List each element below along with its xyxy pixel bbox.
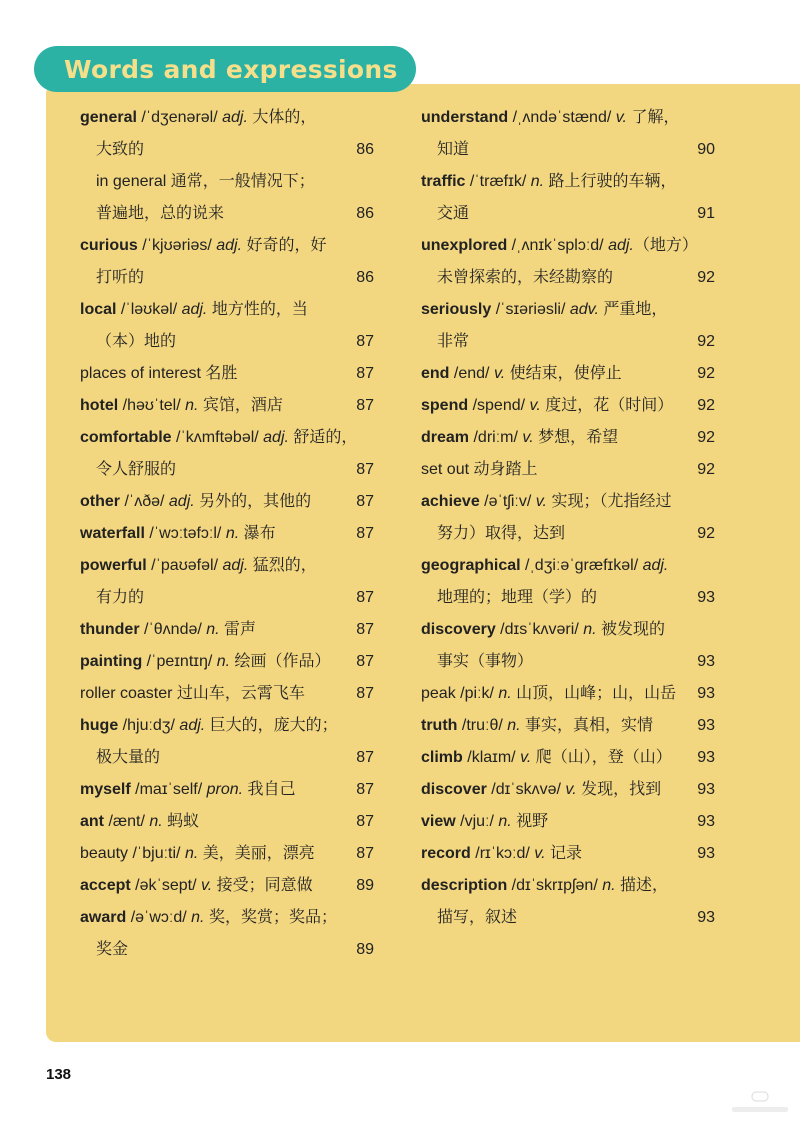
headword: end [421, 365, 450, 382]
phonetic: /ˌʌnɪkˈsplɔːd/ [507, 237, 609, 254]
page-ref: 93 [697, 717, 715, 734]
headword: huge [80, 717, 119, 734]
entry-text: 努力）取得，达到 [437, 525, 566, 542]
entry-line [80, 710, 376, 742]
entry-line [421, 710, 717, 742]
definition: 舒适的， [288, 429, 358, 446]
phonetic: /dɪˈskʌvə/ [486, 781, 566, 798]
headword: view [421, 813, 456, 830]
definition: 路上行驶的车辆， [544, 173, 677, 190]
entry-text: 知道 [437, 141, 470, 158]
headword: seriously [421, 301, 492, 318]
phonetic: /əkˈsept/ [130, 877, 201, 894]
headword: climb [421, 749, 463, 766]
entry-text: 描写，叙述 [437, 909, 518, 926]
page-ref: 86 [356, 141, 374, 158]
page-ref: 93 [697, 909, 715, 926]
entry-text: 非常 [437, 333, 470, 350]
definition: 实现；（尤指经过 [547, 493, 672, 510]
phonetic: /truːθ/ [457, 717, 508, 734]
vocabulary-column-left [80, 102, 376, 966]
section-title-tab [34, 46, 416, 92]
definition: 了解， [627, 109, 680, 126]
entry-line [80, 582, 376, 614]
part-of-speech: pron. [206, 781, 244, 798]
phonetic: /ˌdʒiːəˈɡræfɪkəl/ [520, 557, 643, 574]
page-number: 138 [46, 1066, 72, 1083]
entry-line [80, 902, 376, 934]
phonetic: /rɪˈkɔːd/ [470, 845, 535, 862]
definition: 美，美丽，漂亮 [198, 845, 315, 862]
entry-line [80, 550, 376, 582]
entry-line [421, 326, 717, 358]
phonetic: /həʊˈtel/ [118, 397, 186, 414]
phonetic: /hjuːdʒ/ [118, 717, 180, 734]
part-of-speech: v. [520, 749, 532, 766]
part-of-speech: v. [615, 109, 627, 126]
entry-text: peak /piːk/ [421, 685, 499, 702]
entry-line [421, 838, 717, 870]
entry-line [80, 230, 376, 262]
definition: 奖，奖赏；奖品； [204, 909, 337, 926]
entry-line [421, 294, 717, 326]
entry-text: in general 通常，一般情况下； [96, 173, 315, 190]
part-of-speech: v. [522, 429, 534, 446]
entry-line [421, 486, 717, 518]
page-ref: 92 [697, 365, 715, 382]
page-ref: 87 [356, 845, 374, 862]
entry-line [421, 198, 717, 230]
definition: 事实，真相，实情 [520, 717, 654, 734]
entry-line [80, 742, 376, 774]
phonetic: /ˈpaʊəfəl/ [146, 557, 223, 574]
entry-text: （本）地的 [96, 333, 177, 350]
phonetic: /end/ [449, 365, 494, 382]
part-of-speech: adj. [216, 237, 243, 254]
page-ref: 87 [356, 525, 374, 542]
headword: other [80, 493, 120, 510]
definition: 绘画（作品） [230, 653, 331, 670]
entry-text: roller coaster 过山车，云霄飞车 [80, 685, 305, 702]
page-ref: 87 [356, 621, 374, 638]
phonetic: /dɪsˈkʌvəri/ [495, 621, 584, 638]
page-ref: 90 [697, 141, 715, 158]
entry-text: 大致的 [96, 141, 145, 158]
page-ref: 92 [697, 333, 715, 350]
definition: 记录 [545, 845, 582, 862]
definition: 猛烈的， [248, 557, 317, 574]
entry-line [421, 582, 717, 614]
entry-text: places of interest 名胜 [80, 365, 238, 382]
phonetic: /vjuː/ [455, 813, 499, 830]
part-of-speech: n. [498, 685, 512, 702]
headword: local [80, 301, 117, 318]
entry-line [421, 230, 717, 262]
definition: 瀑布 [239, 525, 276, 542]
entry-line [421, 102, 717, 134]
definition: 梦想，希望 [533, 429, 619, 446]
phonetic: /ˈdʒenərəl/ [136, 109, 223, 126]
phonetic: /ˌʌndəˈstænd/ [508, 109, 616, 126]
headword: traffic [421, 173, 466, 190]
page-ref: 92 [697, 269, 715, 286]
entry-line [421, 678, 717, 710]
part-of-speech: n. [191, 909, 205, 926]
definition: 大体的， [247, 109, 317, 126]
definition: 蚂蚁 [162, 813, 200, 830]
entry-text: 打听的 [96, 269, 145, 286]
entry-line [421, 518, 717, 550]
page-ref: 92 [697, 397, 715, 414]
entry-line [421, 134, 717, 166]
entry-line [80, 518, 376, 550]
phonetic: /ˈʌðə/ [120, 493, 169, 510]
phonetic: /spend/ [468, 397, 530, 414]
entry-line [80, 678, 376, 710]
entry-line [80, 646, 376, 678]
part-of-speech: v. [493, 365, 506, 382]
page-ref: 87 [356, 397, 374, 414]
entry-text: 事实（事物） [437, 653, 534, 670]
entry-line [80, 806, 376, 838]
entry-text: 普遍地，总的说来 [96, 205, 225, 222]
headword: spend [421, 397, 469, 414]
part-of-speech: v. [200, 877, 213, 894]
watermark-logo [730, 1090, 790, 1116]
page-ref: 86 [356, 205, 374, 222]
page-ref: 93 [697, 749, 715, 766]
entry-line [421, 646, 717, 678]
part-of-speech: n. [507, 717, 521, 734]
page-ref: 87 [356, 749, 374, 766]
headword: achieve [421, 493, 480, 510]
phonetic: /ˈsɪəriəsli/ [491, 301, 570, 318]
definition: 另外的，其他的 [194, 493, 312, 510]
entry-line [421, 806, 717, 838]
entry-line [80, 774, 376, 806]
headword: discover [421, 781, 487, 798]
phonetic: /dɪˈskrɪpʃən/ [507, 877, 603, 894]
headword: record [421, 845, 471, 862]
page-ref: 87 [356, 781, 374, 798]
definition: 使结束，使停止 [505, 365, 622, 382]
part-of-speech: adj. [181, 301, 208, 318]
part-of-speech: v. [529, 397, 541, 414]
page-ref: 92 [697, 429, 715, 446]
part-of-speech: v. [534, 845, 546, 862]
headword: hotel [80, 397, 119, 414]
page-ref: 87 [356, 813, 374, 830]
page-ref: 87 [356, 365, 374, 382]
page-ref: 87 [356, 653, 374, 670]
definition: 地方性的，当 [207, 301, 308, 318]
phonetic: /klaɪm/ [462, 749, 521, 766]
definition: 我自己 [243, 781, 296, 798]
entry-text: 交通 [437, 205, 470, 222]
part-of-speech: adj. [263, 429, 289, 446]
entry-line [421, 262, 717, 294]
definition: 好奇的，好 [242, 237, 327, 254]
page-ref: 91 [697, 205, 715, 222]
part-of-speech: n. [206, 621, 220, 638]
entry-line [421, 774, 717, 806]
entry-line [80, 838, 376, 870]
page-ref: 92 [697, 461, 715, 478]
definition: 度过，花（时间） [540, 397, 674, 414]
phonetic: /ˈtræfɪk/ [465, 173, 531, 190]
phonetic: /ˈkʌmftəbəl/ [171, 429, 264, 446]
entry-text: set out 动身踏上 [421, 461, 538, 478]
headword: comfortable [80, 429, 172, 446]
part-of-speech: n. [216, 653, 231, 670]
definition: （地方） [633, 237, 698, 254]
page-ref: 87 [356, 589, 374, 606]
part-of-speech: n. [530, 173, 545, 190]
headword: curious [80, 237, 138, 254]
headword: unexplored [421, 237, 508, 254]
page-ref: 93 [697, 845, 715, 862]
vocabulary-column-right [421, 102, 717, 934]
part-of-speech: n. [498, 813, 512, 830]
definition: 爬（山），登（山） [531, 749, 672, 766]
page-ref: 87 [356, 461, 374, 478]
phonetic: /ænt/ [104, 813, 150, 830]
part-of-speech: n. [185, 397, 199, 414]
page-ref: 89 [356, 877, 374, 894]
definition: 宾馆，酒店 [198, 397, 283, 414]
entry-line [80, 326, 376, 358]
part-of-speech: n. [225, 525, 240, 542]
headword: discovery [421, 621, 496, 638]
page-ref: 93 [697, 589, 715, 606]
page-ref: 86 [356, 269, 374, 286]
entry-text: 未曾探索的，未经勘察的 [437, 269, 614, 286]
headword: painting [80, 653, 143, 670]
entry-line [80, 166, 376, 198]
definition: 接受；同意做 [212, 877, 313, 894]
part-of-speech: v. [565, 781, 577, 798]
entry-line [80, 294, 376, 326]
headword: award [80, 909, 127, 926]
entry-line [421, 550, 717, 582]
entry-line [80, 134, 376, 166]
entry-line [80, 870, 376, 902]
entry-line [80, 390, 376, 422]
entry-line [80, 486, 376, 518]
entry-line [80, 102, 376, 134]
definition: 巨大的，庞大的； [205, 717, 338, 734]
entry-line [421, 902, 717, 934]
page-ref: 93 [697, 653, 715, 670]
part-of-speech: n. [602, 877, 616, 894]
phonetic: /əˈtʃiːv/ [479, 493, 536, 510]
part-of-speech: n. [583, 621, 597, 638]
part-of-speech: adj. [222, 557, 249, 574]
part-of-speech: n. [149, 813, 163, 830]
headword: description [421, 877, 508, 894]
entry-line [421, 614, 717, 646]
entry-text: 奖金 [96, 941, 129, 958]
phonetic: /maɪˈself/ [130, 781, 207, 798]
definition: 山顶，山峰；山，山岳 [511, 685, 677, 702]
headword: understand [421, 109, 509, 126]
entry-line [421, 870, 717, 902]
phonetic: /ˈpeɪntɪŋ/ [142, 653, 217, 670]
headword: waterfall [80, 525, 145, 542]
phonetic: /ˈwɔːtəfɔːl/ [144, 525, 226, 542]
part-of-speech: adj. [222, 109, 248, 126]
entry-line [80, 198, 376, 230]
page-ref: 87 [356, 685, 374, 702]
part-of-speech: adj. [168, 493, 195, 510]
page-ref: 92 [697, 525, 715, 542]
definition: 发现，找到 [576, 781, 662, 798]
entry-line [421, 422, 717, 454]
entry-line [80, 422, 376, 454]
definition: 被发现的 [596, 621, 665, 638]
headword: thunder [80, 621, 140, 638]
phonetic: /ˈkjʊəriəs/ [137, 237, 217, 254]
headword: truth [421, 717, 458, 734]
entry-line [80, 614, 376, 646]
page-ref: 93 [697, 813, 715, 830]
entry-line [80, 454, 376, 486]
part-of-speech: adj. [179, 717, 206, 734]
entry-line [421, 454, 717, 486]
definition: 视野 [511, 813, 549, 830]
headword: ant [80, 813, 104, 830]
headword: general [80, 109, 137, 126]
entry-line [80, 934, 376, 966]
headword: accept [80, 877, 131, 894]
phonetic: /ˈθʌndə/ [139, 621, 207, 638]
headword: geographical [421, 557, 521, 574]
section-title: Words and expressions [64, 54, 398, 84]
part-of-speech: adj. [608, 237, 634, 254]
entry-text: 极大量的 [96, 749, 161, 766]
entry-text: beauty /ˈbjuːti/ [80, 845, 185, 862]
headword: myself [80, 781, 131, 798]
entry-line [421, 390, 717, 422]
definition: 雷声 [219, 621, 257, 638]
phonetic: /driːm/ [469, 429, 523, 446]
phonetic: /əˈwɔːd/ [126, 909, 192, 926]
entry-line [80, 358, 376, 390]
entry-line [80, 262, 376, 294]
headword: dream [421, 429, 470, 446]
definition: 描述， [615, 877, 669, 894]
definition: 严重地， [598, 301, 668, 318]
page-ref: 87 [356, 333, 374, 350]
phonetic: /ˈləʊkəl/ [116, 301, 182, 318]
entry-line [421, 742, 717, 774]
part-of-speech: v. [535, 493, 547, 510]
page-ref: 87 [356, 493, 374, 510]
entry-text: 令人舒服的 [96, 461, 177, 478]
part-of-speech: adj. [642, 557, 669, 574]
entry-text: 有力的 [96, 589, 145, 606]
headword: powerful [80, 557, 147, 574]
part-of-speech: adv. [569, 301, 599, 318]
entry-line [421, 358, 717, 390]
entry-line [421, 166, 717, 198]
page-ref: 93 [697, 781, 715, 798]
entry-text: 地理的；地理（学）的 [437, 589, 598, 606]
page-ref: 89 [356, 941, 374, 958]
page-ref: 93 [697, 685, 715, 702]
part-of-speech: n. [184, 845, 199, 862]
